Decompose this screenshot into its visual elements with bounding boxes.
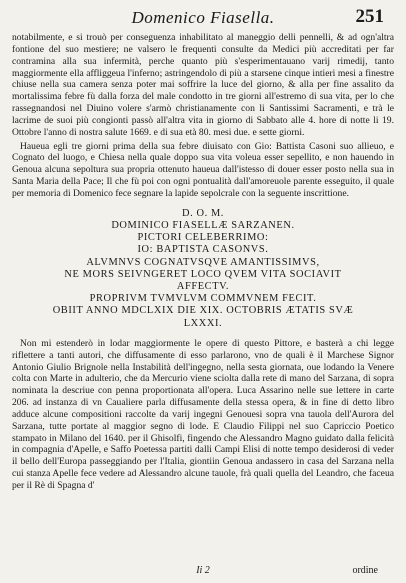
inscription-line: PICTORI CELEBERRIMO: — [137, 232, 269, 244]
inscription-line: NE MORS SEIVNGERET LOCO QVEM VITA SOCIAVIT — [64, 268, 342, 280]
running-head — [12, 6, 394, 32]
epitaph-inscription — [12, 208, 394, 330]
catchword: ordine — [352, 565, 378, 576]
page-number: 251 — [355, 6, 384, 27]
inscription-line: AFFECTV. — [176, 281, 230, 293]
inscription-line: D. O. M. — [181, 207, 225, 219]
page-footer — [12, 565, 394, 577]
closing-paragraph: Non mi estenderò in lodar maggiormente le opere di questo Pittore, e basterà a chi legge riflettere a tanti autori, che diffusamente di esso parlarono, vno de quali è il Marchese Signor Antonio Giulio Brignole nella Instabilità dell'ingegno, nella sesta giornata, oue lodando la Venere colta con Marte in adulterio, che da Mercurio viene sciolta dalla rete di mano del Sarzana, di sopra nominata la descriue con penna proportionata all'opera. Luca Assarino nelle sue lettere in carte 206. ad instanza di vn Caualiere parla diffusamente della stessa opera, & in fine di detto libro adduce alcune compositioni raccolte da varij ingegni Genouesi sopra vna tauola dell'Aurora del Sarzana, tutte portate al maggior segno di lode. E Claudio Filippi nel suo Capriccio Poetico stampato in Milano del 1640. per il Ghisolfi, fingendo che Alessandro Magno guidato dalla felicità in compagnia d'Apelle, e Saffo Poetessa partiti dalli Campi Elisi di notte tempo desiderosi di veder il bello dell'Europa passeggiando per l'Italia, giontiin Genoua andassero in casa del Sarzana nella cui stanza Apelle fece vedere ad Alessandro alcune tauole, frà quali quella del Leandro, che faceua per il Rè di Spagna d' — [12, 337, 394, 491]
inscription-line: ALVMNVS COGNATVSQVE AMANTISSIMVS, — [86, 256, 320, 268]
signature-mark: Ii 2 — [196, 565, 210, 576]
inscription-line: OBIIT ANNO MDCLXIX DIE XIX. OCTOBRIS ÆTATIS SVÆ — [52, 305, 354, 317]
inscription-line: DOMINICO FIASELLÆ SARZANEN. — [111, 220, 295, 232]
inscription-line: PROPRIVM TVMVLVM COMMVNEM FECIT. — [89, 293, 317, 305]
body-paragraph-2: Haueua egli tre giorni prima della sua febre diuisato con Gio: Battista Casoni suo allieuo, e Cognato del luogo, e Chiesa nella quale doppo sua vita voleua esser sepellito, e non hauendo in Genoua alcuna sepoltura sua propria ottenuto haueua dall'istesso di douer esser posto nella sua in Santa Maria della Pace; Il che fù poi con ogni pontualità dall'amoreuole parente esseguito, il quale per memoria di Domenico fece segnare la lapide sepolcrale con la seguente inscrittione. — [12, 140, 394, 199]
running-title: Domenico Fiasella. — [131, 8, 275, 27]
inscription-line: LXXXI. — [183, 317, 223, 329]
body-paragraph-1: notabilmente, e si trouò per conseguenza inhabilitato al maneggio delli pennelli, & ad ogn'altra fontione del suo mestiere; ne valsero le frequenti consulte da Medici più accreditati per far contramina alla sua infermità, perche quanto più s'esperimentauano varij rimedij, tanto maggiormente ella affliggeua l'inferno; astringendolo di più a starsene cinque intieri mesi a finestre chiuse nella sua camera senza poter mai soffrire la luce del giorno, & alla per fine assalito da mortalissima febre fù dalla forza del male condotto in tre giorni all'estremo di sua vita, per lo che rassegnandosi nel Diuino volere s'armò christianamente con li Santissimi Sacramenti, e trà le lacrime de suoi più congionti passò all'altra vita in giorno di Sabbato alle 4. hore di notte li 19. Ottobre l'anno di nostra salute 1669. e di sua età 80. mesi due. e sette giorni. — [12, 32, 394, 138]
inscription-line: IO: BAPTISTA CASONVS. — [137, 244, 269, 256]
